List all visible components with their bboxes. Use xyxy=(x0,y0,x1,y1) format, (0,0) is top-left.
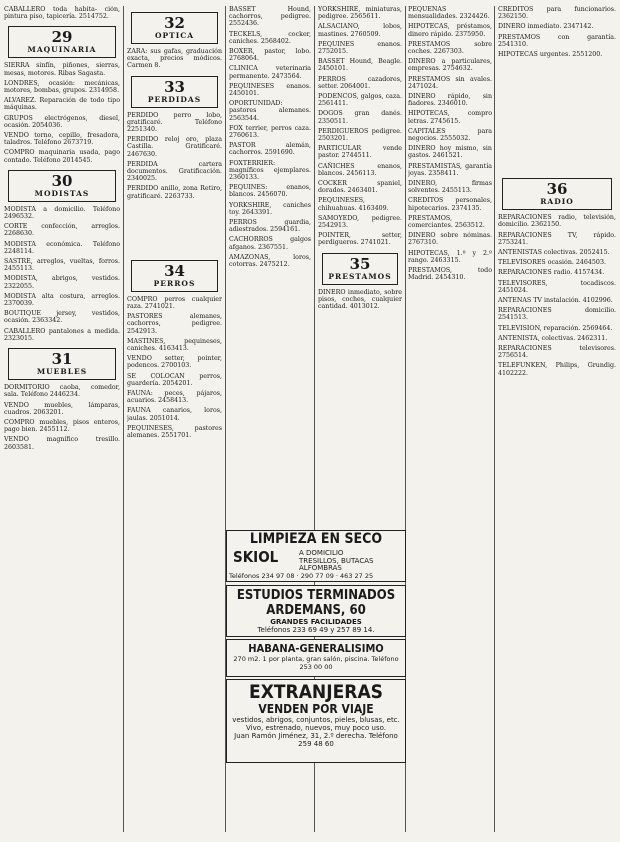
classified-ad: TELEVISORES, tocadiscos. 2451024. xyxy=(498,279,616,294)
classified-ad: REPARACIONES domicilio. 2541513. xyxy=(498,307,616,322)
classified-ad: COCKER spaniel, dorados. 2463401. xyxy=(318,180,402,195)
section-name: OPTICA xyxy=(154,31,195,40)
section-number: 36 xyxy=(546,180,568,199)
classified-ad: PRESTAMOS con garantía. 2541310. xyxy=(498,33,616,48)
classified-ad: MASTINES, pequineses, caniches. 4163413. xyxy=(127,337,222,353)
column-rule xyxy=(494,6,495,832)
section-number: 32 xyxy=(164,14,185,32)
section-number: 33 xyxy=(164,77,185,96)
ad-text: GRANDES FACILIDADES xyxy=(270,618,362,626)
classified-ad: FOXTERRIER: magníficos ejemplares. 2360133. xyxy=(229,159,311,182)
ad-phones: Teléfonos 233 69 49 y 257 89 14. xyxy=(257,626,375,634)
classified-ad: PEQUINES enanos. 2752015. xyxy=(318,40,402,56)
classified-ad: CABALLERO toda habita- ción, pintura piso, tapicería. 2514752. xyxy=(4,6,120,21)
section-header-maquinaria xyxy=(8,26,116,58)
classified-ad: AMAZONAS, loros, cotorras. 2475212. xyxy=(229,253,311,269)
section-name: MODISTAS xyxy=(34,188,90,198)
classified-ad: COMPRO perros cualquier raza. 2741021. xyxy=(127,295,222,311)
section-number: 34 xyxy=(164,261,185,280)
classified-ad: ZARA: sus gafas, graduación exacta, precios módicos. Carmen 8. xyxy=(127,48,222,70)
classified-ad: PEQUEÑAS mensualidades. 2324426. xyxy=(408,6,490,21)
classified-ad: CORTE confección, arreglos. 2268630. xyxy=(4,223,120,238)
classified-ad: PASTORES alemanes, cachorros, pedigree. 2542913. xyxy=(127,313,222,335)
classified-ad: BASSET Hound, cachorros, pedigree. 2552436. xyxy=(229,6,311,28)
ad-text: A DOMICILIO xyxy=(299,549,344,557)
ad-text: Vivo, estrenado, nuevos, muy poco uso. xyxy=(246,724,386,732)
classified-ad: TELEFUNKEN, Philips, Grundig. 4102222. xyxy=(498,362,616,377)
classified-ad: MODISTA, abrigos, vestidos. 2322055. xyxy=(4,275,120,290)
classified-ad: PERDIDO anillo, zona Retiro, gratificaré. 2263733. xyxy=(127,185,222,200)
classified-ad: MODISTA económica. Teléfono 2248114. xyxy=(4,240,120,255)
classified-ad: HIPOTECAS urgentes. 2551200. xyxy=(498,51,603,59)
section-name: PERROS xyxy=(153,278,196,288)
classified-ad: DINERO inmediato, sobre pisos, coches, cualquier cantidad. 4013012. xyxy=(318,288,402,311)
section-name: MUEBLES xyxy=(36,367,88,377)
section-header-perdidas xyxy=(131,76,218,108)
section-header-muebles xyxy=(8,348,116,380)
classified-ad: PERDIDO reloj oro, plaza Castilla. Gratificaré. 2467630. xyxy=(127,136,222,158)
ad-headline: LIMPIEZA EN SECO xyxy=(249,531,383,547)
column-6 xyxy=(498,6,616,832)
classified-ad: ANTENISTAS colectivas. 2052415. xyxy=(498,249,610,257)
classified-ad: OPORTUNIDAD: pastores alemanes. 2563544. xyxy=(229,100,311,122)
classified-ad: ANTENAS TV instalación. 4102996. xyxy=(498,297,613,305)
classified-ad: PERROS guardia, adiestrados. 2594161. xyxy=(229,219,311,234)
classified-ad: TELEVISORES ocasión. 2464503. xyxy=(498,259,606,267)
classified-ad: REPARACIONES televisores. 2756514. xyxy=(498,345,616,360)
section-number: 31 xyxy=(51,350,73,369)
classified-ad: ALSACIANO, lobos, mastines. 2760509. xyxy=(318,23,402,38)
classified-ad: PARTICULAR vende pastor. 2744511. xyxy=(318,145,402,160)
section-header-modistas xyxy=(8,170,116,202)
classified-ad: ANTENISTA, colectivas. 2462311. xyxy=(498,334,608,342)
section-header-optica xyxy=(131,12,218,44)
classified-ad: BASSET Hound, Beagle. 2450101. xyxy=(318,58,402,73)
section-header-radio xyxy=(502,178,612,210)
column-4 xyxy=(318,6,402,522)
ad-skiol xyxy=(226,530,406,582)
classified-ad: CAPITALES para negocios. 2555032. xyxy=(408,127,492,143)
classified-ad: PEQUINESES enanos. 2450101. xyxy=(229,82,311,98)
classified-ad: SASTRE, arreglos, vueltas, forros. 2455113. xyxy=(4,258,120,273)
classified-ad: HIPOTECAS, préstamos, dinero rápido. 2375950. xyxy=(408,23,492,38)
ad-address: Juan Ramón Jiménez, 31, 2.º derecha. Teléfono 259 48 60 xyxy=(234,732,398,748)
ad-text: vestidos, abrigos, conjuntos, pieles, blusas, etc. xyxy=(232,716,400,724)
column-rule xyxy=(123,6,124,832)
classified-ad: PRESTAMISTAS, garantía joyas. 2358411. xyxy=(408,162,492,177)
classified-ad: GRUPOS electrógenos, diesel, ocasión. 2054036. xyxy=(4,114,120,129)
classified-ad: SE COLOCAN perros, guardería. 2054201. xyxy=(127,372,222,387)
column-2 xyxy=(127,6,222,832)
classified-ad: TELEVISION, reparación. 2569464. xyxy=(498,324,613,332)
classified-ad: DINERO inmediato. 2347142. xyxy=(498,23,594,31)
classified-ad: MODISTA alta costura, arreglos. 2370039. xyxy=(4,292,120,308)
ad-headline: EXTRANJERAS xyxy=(249,681,383,703)
classified-ad: DORMITORIO caoba, comedor, sala. Teléfono 2446234. xyxy=(4,384,120,399)
section-header-perros xyxy=(131,260,218,292)
ad-headline: ESTUDIOS TERMINADOS xyxy=(236,588,396,603)
ad-address: ARDEMANS, 60 xyxy=(266,603,366,618)
classified-ad: PEQUINESES, pastores alemanes. 2551701. xyxy=(127,424,222,440)
classified-ad: PEQUINES: enanos, blancos. 2456070. xyxy=(229,184,311,199)
section-number: 30 xyxy=(51,171,73,190)
classified-ad: MODISTA a domicilio. Teléfono 2496532. xyxy=(4,205,120,221)
classified-ad: DINERO sobre nóminas. 2767310. xyxy=(408,232,492,247)
classified-ad: DINERO rápido, sin fiadores. 2346010. xyxy=(408,93,492,108)
column-3 xyxy=(229,6,311,522)
section-number: 35 xyxy=(349,254,371,273)
section-name: PERDIDAS xyxy=(147,94,202,104)
classified-ad: FAUNA canarios, loros, jaulas. 2051014. xyxy=(127,407,222,422)
classified-ad: VENDO magnífico tresillo. 2603581. xyxy=(4,436,120,451)
ad-extranjeras xyxy=(226,679,406,763)
ad-headline: HABANA-GENERALISIMO xyxy=(248,642,384,655)
classified-ad: CACHORROS galgos afganos. 2367551. xyxy=(229,236,311,251)
classified-ad: TECKELS, cocker, caniches. 2568402. xyxy=(229,30,311,45)
classified-ad: CREDITOS para funcionarios. 2362150. xyxy=(498,6,616,21)
ad-text: ALFOMBRAS xyxy=(299,564,342,572)
classified-ad: PRESTAMOS, todo Madrid. 2454310. xyxy=(408,267,492,282)
ad-phones: Teléfonos 234 97 08 · 290 77 09 · 463 27 25 xyxy=(229,572,374,580)
ad-estudios xyxy=(226,585,406,637)
classified-ad: ALVAREZ. Reparación de todo tipo máquinas. xyxy=(4,97,120,112)
classified-ad: PERROS cazadores, setter. 2064001. xyxy=(318,75,402,90)
classified-ad: REPARACIONES TV, rápido. 2753241. xyxy=(498,231,616,246)
classified-ad: COMPRO muebles, pisos enteros, pago bien. 2455112. xyxy=(4,418,120,434)
classified-ad: CREDITOS personales, hipotecarios. 2374135. xyxy=(408,197,492,212)
classified-ad: YORKSHIRE, caniches toy. 2643391. xyxy=(229,201,311,216)
classified-ad: FOX terrier, perros caza. 2760613. xyxy=(229,124,311,140)
classified-ad: PERDIDA cartera documentos. Gratificación. 2340025. xyxy=(127,160,222,183)
section-header-prestamos xyxy=(322,253,398,285)
classified-ad: SIERRA sinfín, piñones, sierras, mesas, motores. Ribas Sagasta. xyxy=(4,62,120,77)
classified-ad: VENDO torno, cepillo, fresadora, taladros. Teléfono 2673719. xyxy=(4,132,120,147)
classified-ad: PODENCOS, galgos, caza. 2561411. xyxy=(318,93,402,108)
classified-ad: COMPRO maquinaria usada, pago contado. Teléfono 2014545. xyxy=(4,149,120,164)
classified-ad: VENDO muebles, lámparas, cuadros. 2063201. xyxy=(4,401,120,416)
classified-ad: REPARACIONES radio. 4157434. xyxy=(498,269,605,277)
ad-text: TRESILLOS, BUTACAS xyxy=(299,557,374,565)
ad-subheadline: VENDEN POR VIAJE xyxy=(258,702,374,716)
classified-ad: PERDIGUEROS pedigree. 2503201. xyxy=(318,127,402,143)
classified-ad: FAUNA: peces, pájaros, acuarios. 2458413. xyxy=(127,390,222,405)
classified-ad: BOUTIQUE jersey, vestidos, ocasión. 2363342. xyxy=(4,310,120,325)
classified-ad: PERDIDO perro lobo, gratificaré. Teléfono 2251340. xyxy=(127,111,222,134)
classified-ad: CAÑICHES enanos, blancos. 2456113. xyxy=(318,162,402,177)
ad-habana xyxy=(226,639,406,677)
classified-ad: PEQUINESES, chihuahuas. 4163409. xyxy=(318,197,389,212)
column-5 xyxy=(408,6,492,832)
classified-ad: PRESTAMOS sin avales. 2471024. xyxy=(408,75,492,90)
classified-ad: BOXER, pastor, lobo. 2768064. xyxy=(229,48,311,63)
classified-ad: HIPOTECAS, compro letras. 2745615. xyxy=(408,110,492,125)
ad-text: 270 m2. 1 por planta, gran salón, piscina. Teléfono 253 00 00 xyxy=(233,655,399,671)
section-number: 29 xyxy=(51,28,73,47)
section-name: PRESTAMOS xyxy=(328,271,392,281)
classified-ad: PRESTAMOS sobre coches. 2267303. xyxy=(408,40,492,56)
classified-ad: DINERO, firmas solventes. 2455113. xyxy=(408,180,492,195)
classified-ad: POINTER, setter, perdigueros. 2741021. xyxy=(318,232,402,247)
section-name: RADIO xyxy=(540,197,574,207)
classified-ad: PASTOR alemán, cachorros. 2591690. xyxy=(229,142,311,157)
classified-ad: LONDRES, ocasión: mecánicas, motores, bombas, grupos. 2314958. xyxy=(4,79,120,95)
section-name: MAQUINARIA xyxy=(27,45,97,55)
classified-ad: VENDO setter, pointer, podencos. 2700103. xyxy=(127,355,222,370)
classified-ad: YORKSHIRE, miniaturas, pedigree. 2565611. xyxy=(318,6,402,21)
column-1 xyxy=(4,6,120,832)
classified-ad: CABALLERO pantalones a medida. 2323015. xyxy=(4,327,120,342)
classified-ad: DINERO hoy mismo, sin gastos. 2461521. xyxy=(408,145,492,160)
ad-brand: SKIOL xyxy=(233,548,279,566)
classified-ad: REPARACIONES radio, televisión, domicilio. 2362150. xyxy=(498,214,616,229)
classified-ad: SAMOYEDO, pedigree. 2542913. xyxy=(318,214,402,230)
classified-ad: DINERO a particulares, empresas. 2754632. xyxy=(408,58,492,73)
classified-ad: PRESTAMOS, comerciantes. 2563512. xyxy=(408,214,485,230)
classified-ad: CLINICA veterinaria permanente. 2473564. xyxy=(229,65,311,80)
classified-ad: HIPOTECAS, 1.º y 2.º rango. 2463315. xyxy=(408,249,492,264)
classified-ad: DOGOS gran danés. 2350511. xyxy=(318,110,402,125)
